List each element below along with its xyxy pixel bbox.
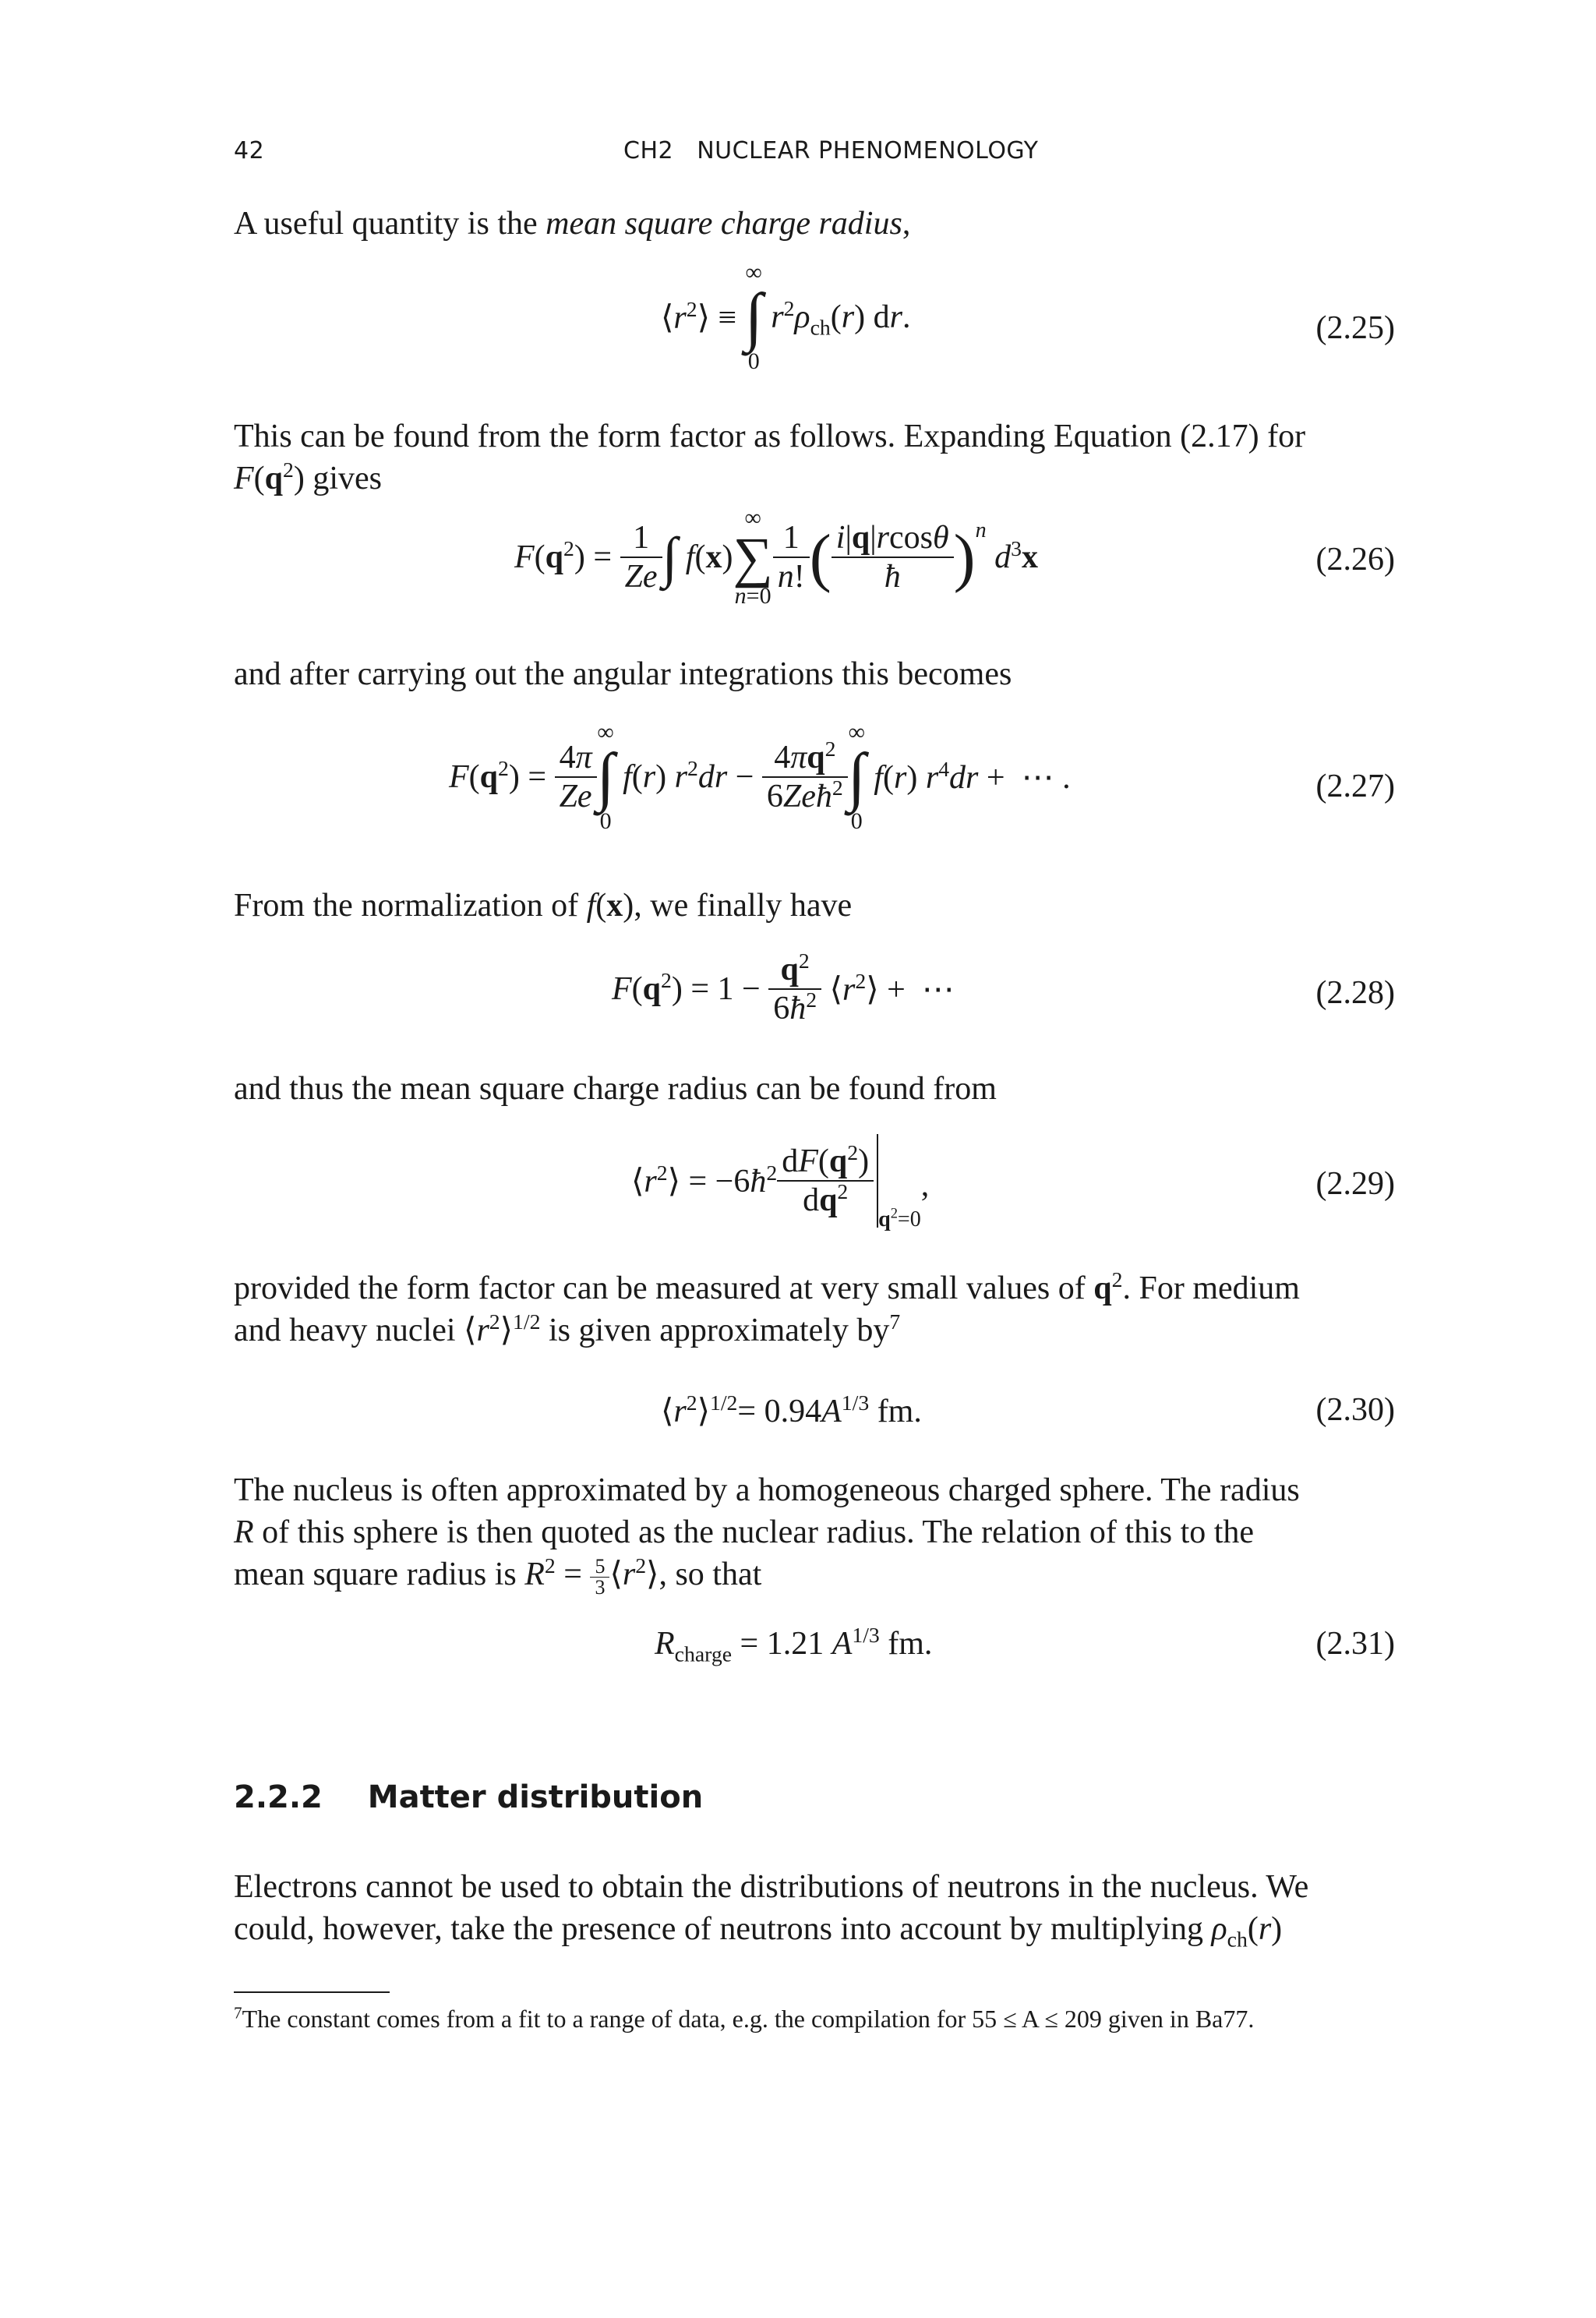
equation-number: (2.25) (1315, 310, 1395, 346)
equation-body: $⟨r^2⟩$ ≡ ∞ ∫ 0 $r^2\rho_{ch}(r)$ dr. (661, 260, 911, 374)
paragraph-4: From the normalization of f(x), we finally have (234, 888, 853, 924)
equation-body: $⟨r^2⟩$ = $-6ħ^2$ $\frac{dF(q^2)}{dq^2}$ $q^2=0$ , (631, 1134, 929, 1228)
text-line: This can be found from the form factor as follows. Expanding Equation (2.17) for (234, 419, 1306, 454)
equation-body: $R_{charge} = 1.21$ $A^{1/3}$ fm. (655, 1623, 933, 1666)
text-line: and after carrying out the angular integrations this becomes (234, 656, 1012, 692)
emphasis: mean square charge radius (546, 206, 902, 242)
section-number: 2.2.2 (234, 1779, 323, 1815)
equation-number: (2.29) (1315, 1166, 1395, 1202)
text-line: Electrons cannot be used to obtain the distributions of neutrons in the nucleus. We (234, 1869, 1309, 1905)
footnote-mark: 7 (234, 2003, 242, 2023)
equation-number: (2.31) (1315, 1626, 1395, 1662)
equation-number: (2.30) (1315, 1392, 1395, 1428)
section-heading (234, 1779, 703, 1815)
text-span: of this sphere is then quoted as the nuclear radius. The relation of this to the (253, 1514, 1255, 1550)
text-span: , so that (659, 1557, 762, 1592)
text-span: is given approximately by (540, 1313, 890, 1348)
paragraph-8: Electrons cannot be used to obtain the distributions of neutrons in the nucleus. We could, however, take the presence of neutrons into account by multiplying $\rho_{ch}(r)$ (234, 1866, 1395, 1950)
equation-number: (2.26) (1315, 542, 1395, 578)
equation-body: $F(q^2)$ = $\frac{1}{Ze}$ ∫ f(x) ∞ ∑ n=0 $\frac{1}{n!}$ ( $\frac{i|q|rcos\theta}{ħ}$ ) n $d^3x$ (514, 505, 1038, 609)
equation-number: (2.27) (1315, 769, 1395, 804)
text-span: gives (304, 461, 383, 496)
footnote (234, 2005, 1395, 2034)
text-line: and thus the mean square charge radius can be found from (234, 1071, 997, 1107)
text-span: . For medium (1122, 1270, 1300, 1306)
text-span: could, however, take the presence of neutrons into account by multiplying (234, 1911, 1212, 1947)
text-span: , (902, 206, 911, 242)
equation-body: $⟨r^2⟩^{1/2}= 0.94A^{1/3}$ fm. (661, 1390, 922, 1429)
footnote-text: The constant comes from a fit to a range of data, e.g. the compilation for 55 ≤ A ≤ 209 given in Ba77. (242, 2005, 1255, 2033)
equation-2-25 (234, 261, 1395, 401)
text-span: and heavy nuclei (234, 1313, 464, 1348)
equation-2-31 (234, 1625, 1395, 1680)
paragraph-1 (234, 203, 1395, 245)
equation-number: (2.28) (1315, 975, 1395, 1011)
text-span: A useful quantity is the (234, 206, 546, 242)
equation-2-29 (234, 1134, 1395, 1251)
equation-2-27 (234, 721, 1395, 861)
paragraph-5 (234, 1068, 1395, 1110)
equation-2-26 (234, 507, 1395, 624)
equation-2-30 (234, 1391, 1395, 1446)
text-span: From the normalization of (234, 888, 587, 924)
page-number: 42 (234, 137, 265, 164)
running-title: CH2 NUCLEAR PHENOMENOLOGY (623, 137, 1039, 164)
footnote-rule (234, 1991, 390, 1993)
paragraph-7: The nucleus is often approximated by a homogeneous charged sphere. The radius R of this sphere is then quoted as the nuclear radius. The relation of this to the mean square radius is $R^2$ = $\frac{5}{3}$ $⟨r^2⟩$, so that (234, 1469, 1395, 1598)
section-title: Matter distribution (367, 1779, 704, 1815)
equation-2-28 (234, 951, 1395, 1044)
text-span: mean square radius is (234, 1557, 525, 1592)
footnote-marker: 7 (889, 1309, 901, 1334)
text-span: provided the form factor can be measured at very small values of (234, 1270, 1094, 1306)
paragraph-2: This can be found from the form factor as follows. Expanding Equation (2.17) for $F(q^2)$ gives (234, 415, 1395, 500)
paragraph-3 (234, 653, 1395, 695)
equation-body: $F(q^2) = 1$ − $\frac{q^2}{6ħ^2}$ $⟨r^2⟩$ + ⋯ (612, 949, 955, 1026)
text-span: , we finally have (634, 888, 853, 924)
equation-body: $F(q^2)$ = $\frac{4\pi}{Ze}$ ∞ ∫ 0 f(r) $r^2dr$ − $\frac{4\pi q^2}{6Zeħ^2}$ ∞ ∫ 0 f(r) $r^4dr$ + ⋯ . (449, 719, 1071, 834)
paragraph-6: provided the form factor can be measured at very small values of $q^2$. For medium and heavy nuclei $⟨r^2⟩^{1/2}$ is given approximately $by^7$ (234, 1267, 1300, 1348)
text-line: The nucleus is often approximated by a homogeneous charged sphere. The radius (234, 1472, 1300, 1508)
